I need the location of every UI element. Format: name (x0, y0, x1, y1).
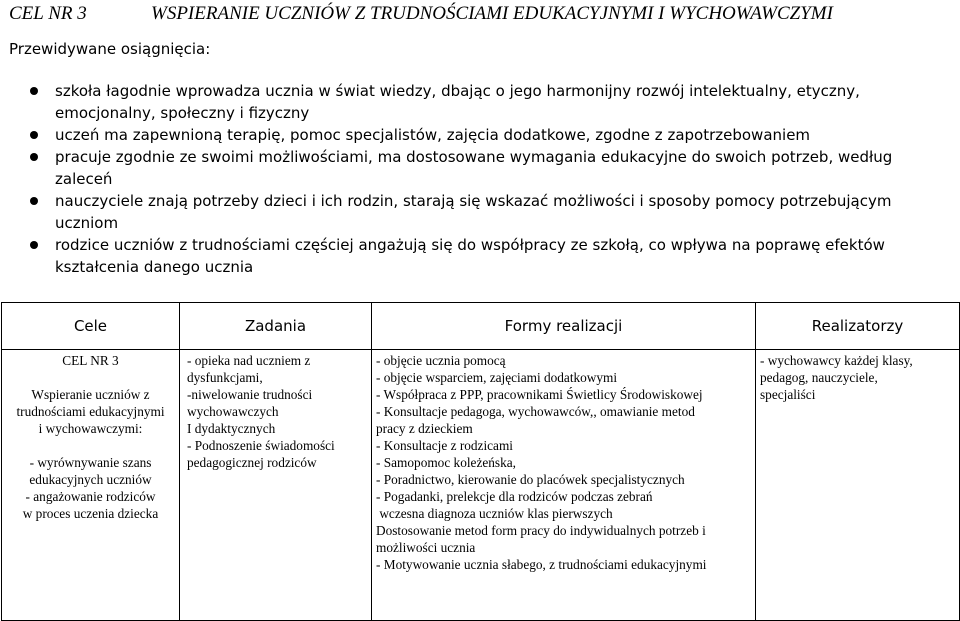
form-line: - objęcie wsparciem, zajęciami dodatkowymi (376, 370, 618, 385)
goal-item-line: - angażowanie rodziców (25, 489, 156, 504)
goal-item-line: - wyrównywanie szans (29, 455, 152, 470)
outcome-line: kształcenia danego ucznia (55, 258, 254, 276)
outcome-item (55, 124, 945, 146)
table-header-row (2, 303, 960, 350)
form-line: - Motywowanie ucznia słabego, z trudnościami edukacyjnymi (376, 557, 707, 572)
header-goals: Cele (2, 303, 180, 350)
outcome-line: emocjonalny, społeczny i fizyczny (55, 104, 310, 122)
outcome-line: rodzice uczniów z trudnościami częściej angażują się do współpracy ze szkołą, co wpływa na poprawę efektów (55, 236, 885, 254)
outcome-line: nauczyciele znają potrzeby dzieci i ich rodzin, starają się wskazać możliwości i sposoby pomocy potrzebującym (55, 192, 892, 210)
form-line: - Pogadanki, prelekcje dla rodziców podczas zebrań (376, 489, 653, 504)
goal-item-line: edukacyjnych uczniów (29, 472, 152, 487)
plan-table (1, 302, 960, 621)
goal-item-line: w proces uczenia dziecka (22, 506, 159, 521)
tasks-cell (180, 350, 372, 621)
task-line: - Podnoszenie świadomości (187, 438, 335, 453)
outcome-line: pracuje zgodnie ze swoimi możliwościami, ma dostosowane wymagania edukacyjne do swoich potrzeb, według (55, 148, 893, 166)
task-line: dysfunkcjami, (187, 370, 263, 385)
form-line: możliwości ucznia (376, 540, 476, 555)
goal-description-line: trudnościami edukacyjnymi (16, 404, 165, 419)
form-line: Dostosowanie metod form pracy do indywidualnych potrzeb i (376, 523, 706, 538)
form-line: wczesna diagnoza uczniów klas pierwszych (376, 506, 613, 521)
goal-cell-title: CEL NR 3 (62, 353, 119, 368)
implementer-line: specjaliści (760, 387, 816, 402)
form-line: - objęcie ucznia pomocą (376, 353, 506, 368)
form-line: - Konsultacje pedagoga, wychowawców,, omawianie metod (376, 404, 695, 419)
goals-cell (2, 350, 180, 621)
outcome-item (55, 80, 945, 124)
outcome-item (55, 146, 945, 190)
header-forms: Formy realizacji (372, 303, 756, 350)
outcome-line: uczeń ma zapewnioną terapię, pomoc specjalistów, zajęcia dodatkowe, zgodne z zapotrzebowaniem (55, 126, 811, 144)
outcome-line: szkoła łagodnie wprowadza ucznia w świat wiedzy, dbając o jego harmonijny rozwój intelektualny, etyczny, (55, 82, 860, 100)
outcomes-heading: Przewidywane osiągnięcia: (9, 40, 211, 58)
goal-title: WSPIERANIE UCZNIÓW Z TRUDNOŚCIAMI EDUKACYJNYMI I WYCHOWAWCZYMI (151, 3, 833, 24)
outcome-item (55, 234, 945, 278)
header-implementers: Realizatorzy (756, 303, 960, 350)
form-line: - Poradnictwo, kierowanie do placówek specjalistycznych (376, 472, 685, 487)
form-line: pracy z dzieckiem (376, 421, 473, 436)
goal-code: CEL NR 3 (9, 3, 87, 24)
task-line: pedagogicznej rodziców (187, 455, 317, 470)
implementer-line: pedagog, nauczyciele, (760, 370, 878, 385)
goal-description-line: Wspieranie uczniów z (31, 387, 150, 402)
outcome-line: uczniom (55, 214, 119, 232)
outcome-item (55, 190, 945, 234)
table-row (2, 350, 960, 621)
implementer-line: - wychowawcy każdej klasy, (760, 353, 913, 368)
forms-cell (372, 350, 756, 621)
document-header (9, 3, 959, 27)
form-line: - Konsultacje z rodzicami (376, 438, 513, 453)
task-line: I dydaktycznych (187, 421, 276, 436)
outcomes-list (55, 80, 945, 278)
form-line: - Współpraca z PPP, pracownikami Świetlicy Środowiskowej (376, 387, 703, 402)
header-tasks: Zadania (180, 303, 372, 350)
task-line: - opieka nad uczniem z (187, 353, 311, 368)
outcome-line: zaleceń (55, 170, 113, 188)
implementers-cell (756, 350, 960, 621)
goal-description-line: i wychowawczymi: (38, 421, 143, 436)
form-line: - Samopomoc koleżeńska, (376, 455, 516, 470)
task-line: wychowawczych (187, 404, 279, 419)
task-line: -niwelowanie trudności (187, 387, 313, 402)
